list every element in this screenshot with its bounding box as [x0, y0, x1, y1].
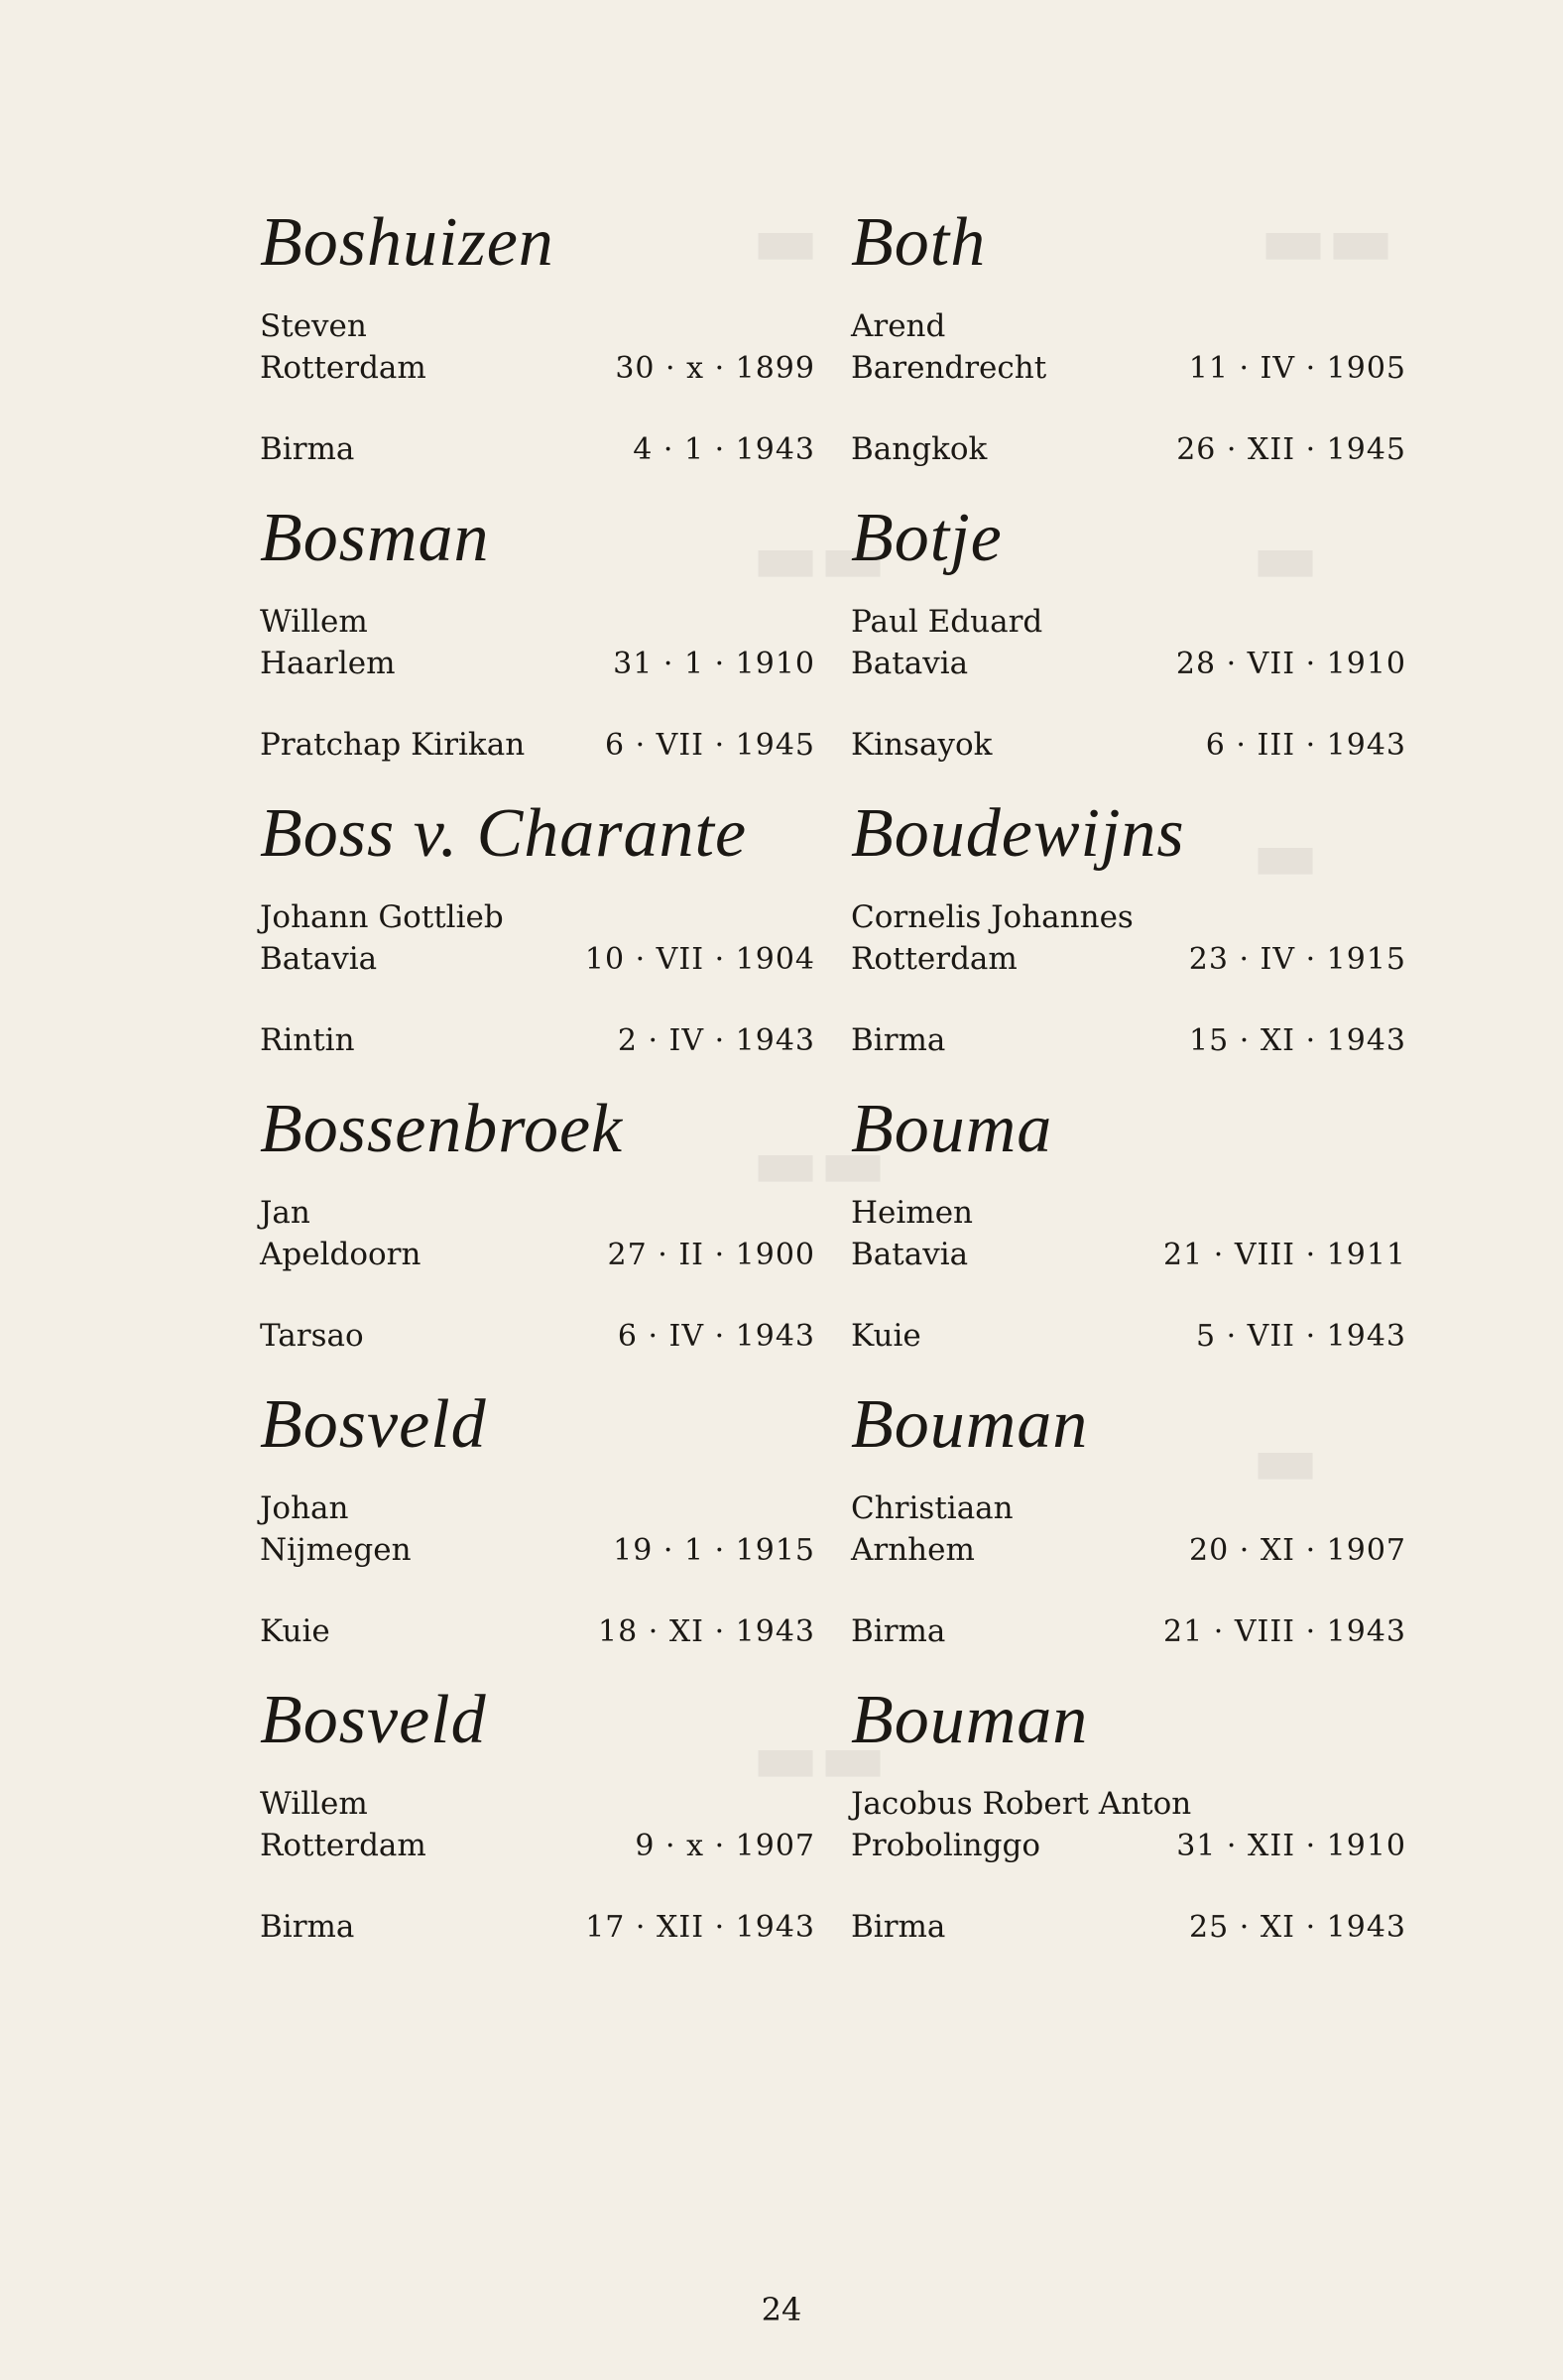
surname-heading: Bouma [851, 1091, 1053, 1167]
record-entry [260, 1370, 815, 1666]
birth-date: 9 · x · 1907 [635, 1829, 815, 1863]
given-name-line [260, 1488, 815, 1529]
death-place: Birma [851, 1613, 946, 1649]
surname-heading: Boss v. Charante [260, 795, 748, 872]
bleed-through-shape: ▬▬ [1260, 198, 1395, 282]
death-date: 4 · 1 · 1943 [633, 432, 815, 467]
death-date: 25 · XI · 1943 [1189, 1910, 1406, 1945]
death-date: 2 · IV · 1943 [617, 1023, 815, 1058]
birth-date: 30 · x · 1899 [615, 351, 815, 386]
birth-date: 27 · II · 1900 [607, 1238, 815, 1272]
death-date: 6 · VII · 1945 [604, 728, 815, 763]
bleed-through-shape: ▬ [1252, 516, 1320, 599]
surname-heading: Boshuizen [260, 204, 554, 281]
birth-line [260, 347, 815, 389]
surname-heading: Bouman [851, 1682, 1089, 1758]
death-date: 6 · III · 1943 [1205, 728, 1406, 763]
death-place: Birma [260, 1909, 355, 1945]
death-line [851, 1906, 1406, 1948]
birthplace: Haarlem [260, 646, 396, 681]
death-place: Birma [260, 431, 355, 467]
birthplace: Batavia [851, 646, 969, 681]
death-line [851, 1019, 1406, 1061]
given-name: Willem [260, 604, 368, 640]
birthplace: Rotterdam [851, 941, 1018, 977]
death-line [260, 1019, 815, 1061]
birth-date: 28 · VII · 1910 [1175, 647, 1406, 681]
given-name: Arend [851, 308, 946, 344]
bleed-through-shape: ▬ [752, 198, 820, 282]
record-entry [851, 1666, 1406, 1962]
given-name-line [851, 1192, 1406, 1234]
death-line [851, 724, 1406, 766]
birth-line [851, 1234, 1406, 1275]
death-place: Birma [851, 1909, 946, 1945]
death-date: 21 · VIII · 1943 [1163, 1614, 1406, 1649]
given-name: Johan [260, 1490, 349, 1526]
given-name: Jan [260, 1195, 310, 1231]
given-name: Christiaan [851, 1490, 1014, 1526]
birth-line [851, 1529, 1406, 1571]
left-column [260, 188, 815, 1962]
death-place: Rintin [260, 1022, 355, 1058]
surname-heading: Bouman [851, 1386, 1089, 1463]
given-name: Paul Eduard [851, 604, 1043, 640]
record-entry [260, 188, 815, 484]
record-entry [260, 484, 815, 779]
birthplace: Nijmegen [260, 1532, 412, 1568]
death-place: Kuie [851, 1318, 921, 1354]
page-number: 24 [761, 2291, 802, 2328]
death-line [260, 724, 815, 766]
death-line [851, 1610, 1406, 1652]
birth-line [260, 1825, 815, 1866]
death-place: Bangkok [851, 431, 988, 467]
right-column [851, 188, 1406, 1962]
death-line [260, 1610, 815, 1652]
birthplace: Batavia [260, 941, 378, 977]
death-date: 15 · XI · 1943 [1189, 1023, 1406, 1058]
birth-date: 19 · 1 · 1915 [613, 1533, 815, 1568]
record-entry [851, 188, 1406, 484]
birth-date: 11 · IV · 1905 [1188, 351, 1406, 386]
given-name-line [260, 1783, 815, 1825]
record-entry [260, 1666, 815, 1962]
birth-line [260, 643, 815, 684]
death-date: 17 · XII · 1943 [585, 1910, 815, 1945]
given-name-line [260, 601, 815, 643]
record-entry [851, 1075, 1406, 1370]
given-name-line [851, 1783, 1406, 1825]
death-place: Birma [851, 1022, 946, 1058]
birth-date: 10 · VII · 1904 [584, 942, 815, 977]
birth-date: 31 · 1 · 1910 [613, 647, 815, 681]
bleed-through-shape: ▬ [1252, 1418, 1320, 1501]
record-entry [260, 1075, 815, 1370]
given-name-line [260, 305, 815, 347]
record-entry [851, 484, 1406, 779]
birth-line [260, 1234, 815, 1275]
bleed-through-shape: ▬▬ [752, 516, 888, 599]
birth-date: 20 · XI · 1907 [1189, 1533, 1406, 1568]
bleed-through-shape: ▬▬ [752, 1716, 888, 1799]
birth-line [851, 1825, 1406, 1866]
given-name-line [851, 896, 1406, 938]
death-date: 6 · IV · 1943 [617, 1319, 815, 1354]
given-name: Jacobus Robert Anton [851, 1786, 1192, 1822]
surname-heading: Boudewijns [851, 795, 1185, 872]
bleed-through-shape: ▬▬ [752, 1121, 888, 1204]
death-line [260, 1315, 815, 1357]
death-place: Tarsao [260, 1318, 364, 1354]
death-line [851, 1315, 1406, 1357]
given-name: Willem [260, 1786, 368, 1822]
birth-date: 23 · IV · 1915 [1188, 942, 1406, 977]
birthplace: Rotterdam [260, 350, 426, 386]
given-name: Heimen [851, 1195, 974, 1231]
given-name-line [851, 601, 1406, 643]
birthplace: Rotterdam [260, 1828, 426, 1863]
given-name: Johann Gottlieb [260, 899, 504, 935]
birth-date: 31 · XII · 1910 [1176, 1829, 1406, 1863]
death-line [260, 1906, 815, 1948]
birthplace: Apeldoorn [260, 1237, 421, 1272]
death-date: 26 · XII · 1945 [1176, 432, 1406, 467]
surname-heading: Botje [851, 500, 1003, 576]
birthplace: Batavia [851, 1237, 969, 1272]
death-line [851, 428, 1406, 470]
birth-line [851, 347, 1406, 389]
birthplace: Arnhem [851, 1532, 975, 1568]
surname-heading: Bosveld [260, 1682, 487, 1758]
death-place: Kuie [260, 1613, 330, 1649]
birthplace: Barendrecht [851, 350, 1047, 386]
record-entry [851, 779, 1406, 1075]
birth-line [851, 938, 1406, 980]
given-name-line [851, 305, 1406, 347]
death-place: Kinsayok [851, 727, 993, 763]
birth-date: 21 · VIII · 1911 [1163, 1238, 1406, 1272]
record-entry [260, 779, 815, 1075]
given-name-line [260, 896, 815, 938]
surname-heading: Both [851, 204, 987, 281]
birth-line [260, 938, 815, 980]
death-date: 5 · VII · 1943 [1195, 1319, 1406, 1354]
bleed-through-shape: ▬ [1252, 813, 1320, 896]
birth-line [260, 1529, 815, 1571]
surname-heading: Bosman [260, 500, 490, 576]
birthplace: Probolinggo [851, 1828, 1040, 1863]
death-place: Pratchap Kirikan [260, 727, 526, 763]
surname-heading: Bosveld [260, 1386, 487, 1463]
given-name-line [260, 1192, 815, 1234]
death-line [260, 428, 815, 470]
record-entry [851, 1370, 1406, 1666]
given-name: Cornelis Johannes [851, 899, 1134, 935]
death-date: 18 · XI · 1943 [598, 1614, 815, 1649]
birth-line [851, 643, 1406, 684]
surname-heading: Bossenbroek [260, 1091, 624, 1167]
given-name: Steven [260, 308, 367, 344]
given-name-line [851, 1488, 1406, 1529]
